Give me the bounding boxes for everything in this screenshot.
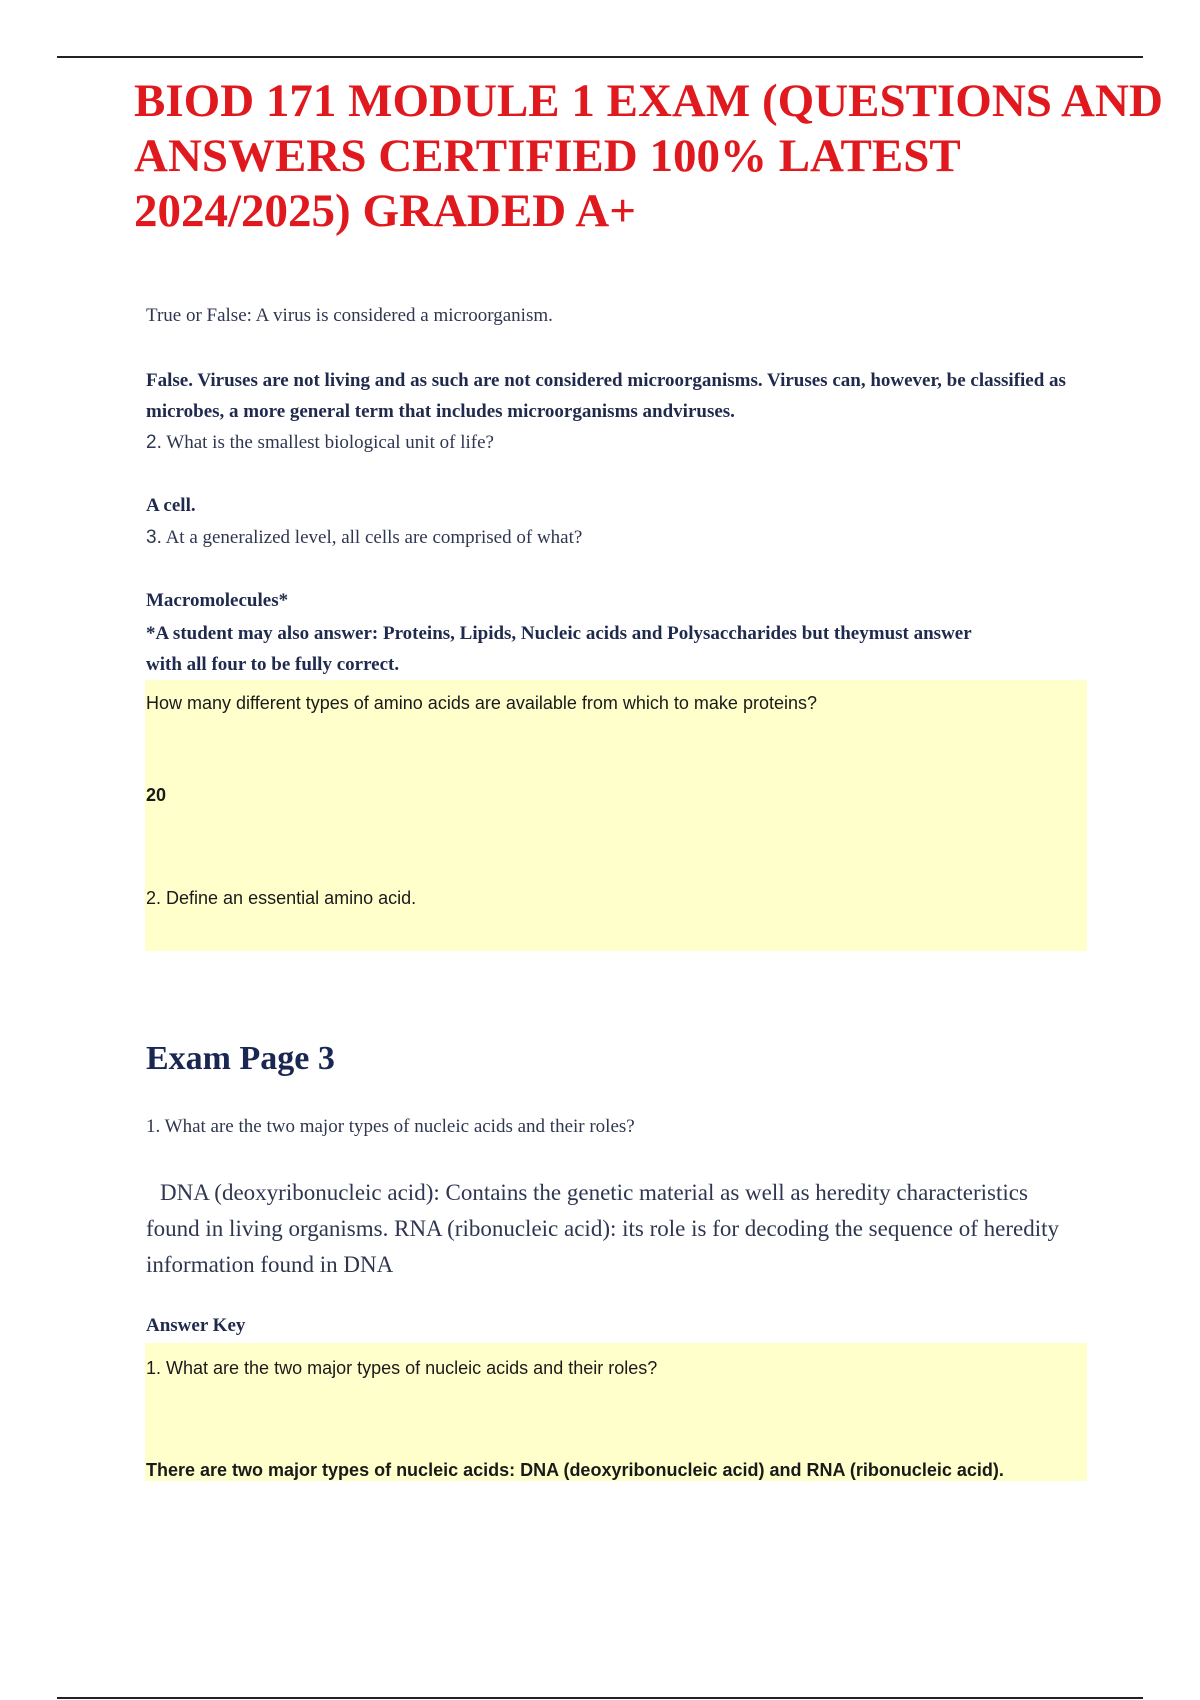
- answer-key-question: 1. What are the two major types of nucleic acids and their roles?: [146, 1358, 658, 1378]
- essential-amino-acid-question: 2. Define an essential amino acid.: [146, 888, 417, 908]
- amino-acids-answer: 20: [146, 785, 167, 805]
- answer-smallest-unit: A cell.: [146, 495, 196, 516]
- question-number: 3.: [146, 527, 162, 548]
- answer-note: *A student may also answer: Proteins, Lipids, Nucleic acids and Polysaccharides but theymust answer with all four to be fully correct.: [146, 623, 972, 675]
- document-title: BIOD 171 MODULE 1 EXAM (QUESTIONS AND ANSWERS CERTIFIED 100% LATEST 2024/2025) GRADED A+: [134, 75, 1163, 237]
- section-heading: Exam Page 3: [146, 1040, 335, 1077]
- top-rule: [57, 56, 1143, 58]
- answer-key-label: Answer Key: [146, 1315, 246, 1336]
- question-text: At a generalized level, all cells are comprised of what?: [165, 527, 583, 548]
- question-smallest-unit: [146, 432, 1086, 454]
- answer-virus: False. Viruses are not living and as such are not considered microorganisms. Viruses can, however, be classified as microbes, a more general term that includes microorganisms andviruses.: [146, 370, 1066, 422]
- question-text: What is the smallest biological unit of life?: [166, 432, 494, 453]
- amino-acids-question: How many different types of amino acids are available from which to make proteins?: [146, 693, 817, 713]
- question-number: 2.: [146, 432, 162, 453]
- question-nucleic-acids: 1. What are the two major types of nucleic acids and their roles?: [146, 1116, 635, 1137]
- answer-nucleic-acids: DNA (deoxyribonucleic acid): Contains the genetic material as well as heredity characteristics found in living organisms. RNA (ribonucleic acid): its role is for decoding the sequence of heredity information found in DNA: [146, 1180, 1059, 1277]
- answer-key-answer: There are two major types of nucleic acids: DNA (deoxyribonucleic acid) and RNA (ribonucleic acid).: [146, 1460, 1004, 1480]
- question-cells-comprised: [146, 527, 1086, 549]
- highlight-box-amino-acids: [145, 680, 1087, 951]
- bottom-rule: [57, 1697, 1143, 1699]
- answer-macromolecules: Macromolecules*: [146, 590, 289, 611]
- question-virus: True or False: A virus is considered a microorganism.: [146, 305, 553, 326]
